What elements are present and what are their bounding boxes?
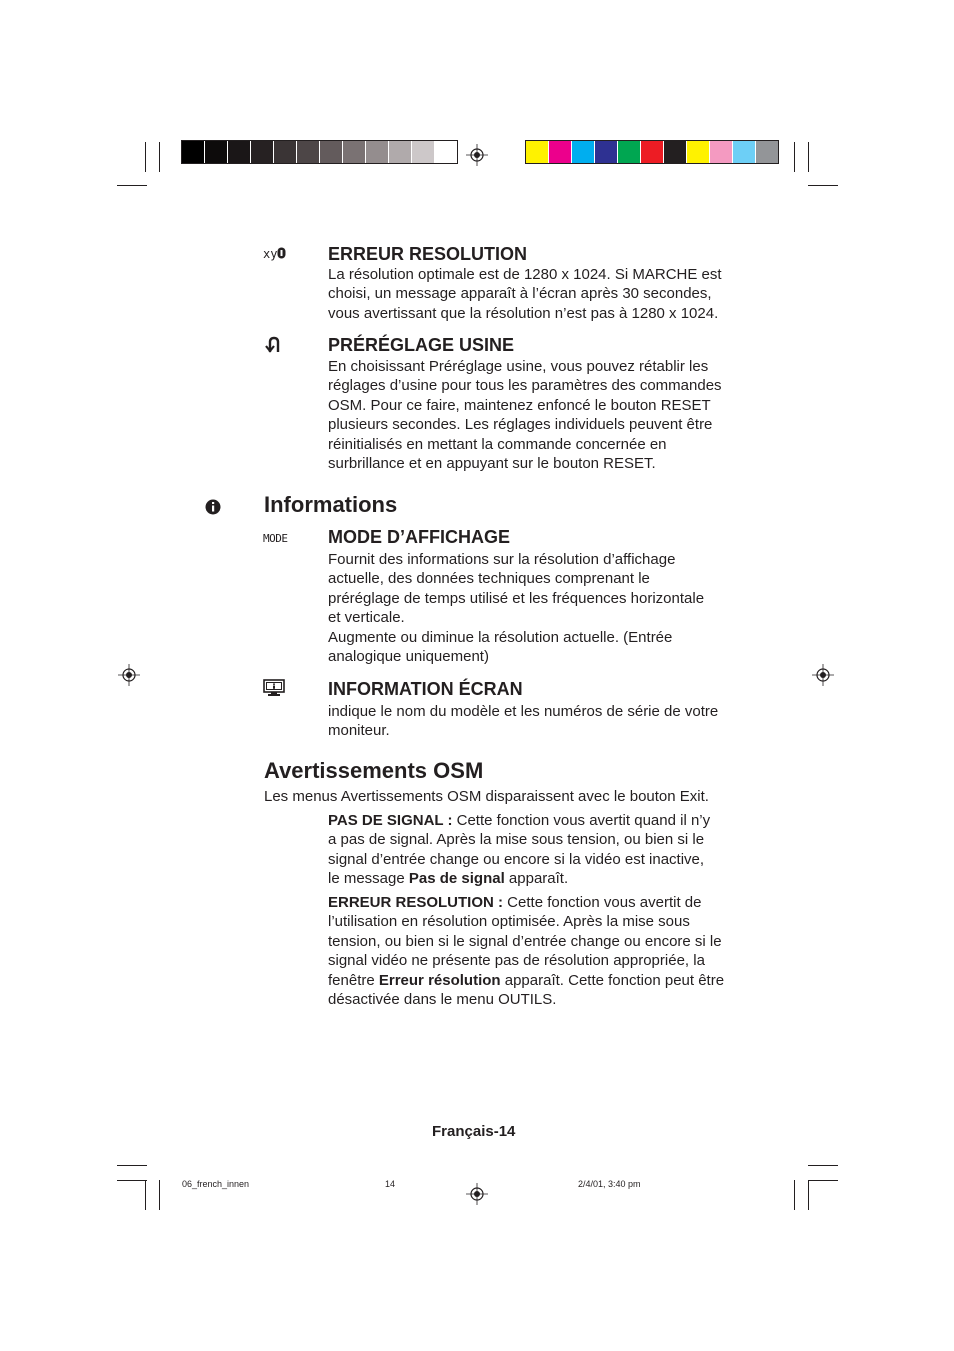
crop-mark bbox=[145, 1180, 146, 1210]
color-swatch bbox=[572, 141, 595, 163]
text-line: surbrillance et en appuyant sur le bouton RESET. bbox=[328, 455, 656, 473]
section-body-erreur-resolution bbox=[328, 265, 753, 323]
color-bar bbox=[525, 140, 779, 164]
text-line: préréglage de temps utilisé et les fréquences horizontale bbox=[328, 589, 705, 607]
color-swatch bbox=[756, 141, 778, 163]
crop-mark bbox=[808, 185, 838, 186]
color-swatch bbox=[618, 141, 641, 163]
slug-page: 14 bbox=[385, 1179, 396, 1189]
crop-mark bbox=[117, 1165, 147, 1166]
color-swatch bbox=[343, 141, 366, 163]
color-swatch bbox=[687, 141, 710, 163]
color-swatch bbox=[366, 141, 389, 163]
registration-mark-icon bbox=[466, 144, 488, 166]
text-line bbox=[328, 971, 753, 990]
grayscale-bar bbox=[181, 140, 458, 164]
pas-de-signal-paragraph bbox=[328, 811, 753, 889]
mode-icon: MODE bbox=[263, 532, 288, 545]
section-body-mode-affichage bbox=[328, 550, 753, 666]
info-icon bbox=[205, 499, 221, 518]
color-swatch bbox=[733, 141, 756, 163]
crop-mark bbox=[808, 1180, 838, 1181]
text-line: La résolution optimale est de 1280 x 1024. Si MARCHE est bbox=[328, 266, 722, 283]
text-line: et verticale. bbox=[328, 609, 405, 627]
text-span: fenêtre bbox=[328, 971, 379, 989]
crop-mark bbox=[117, 185, 147, 186]
text-line: vous avertissant que la résolution n’est pas à 1280 x 1024. bbox=[328, 304, 719, 322]
heading-avertissements-osm: Avertissements OSM bbox=[264, 758, 484, 783]
text-line: réglages d’usine pour tous les paramètres des commandes bbox=[328, 377, 722, 395]
text-line: tension, ou bien si le signal d’entrée change ou encore si le bbox=[328, 932, 722, 950]
color-swatch bbox=[435, 141, 457, 163]
page-number: Français-14 bbox=[432, 1123, 516, 1140]
section-body-information-ecran bbox=[328, 702, 753, 741]
color-swatch bbox=[251, 141, 274, 163]
color-swatch bbox=[549, 141, 572, 163]
text-line bbox=[328, 893, 753, 912]
text-line: moniteur. bbox=[328, 722, 390, 740]
text-line: actuelle, des données techniques comprenant le bbox=[328, 570, 650, 588]
color-swatch bbox=[297, 141, 320, 163]
section-title-information-ecran: INFORMATION ÉCRAN bbox=[328, 679, 523, 699]
color-swatch bbox=[526, 141, 549, 163]
term-label: PAS DE SIGNAL : bbox=[328, 812, 453, 829]
text-span: apparaît. Cette fonction peut être bbox=[500, 971, 725, 989]
slug-date: 2/4/01, 3:40 pm bbox=[578, 1179, 641, 1189]
color-swatch bbox=[182, 141, 205, 163]
section-title-erreur-resolution: ERREUR RESOLUTION bbox=[328, 244, 528, 264]
bold-term: Erreur résolution bbox=[378, 971, 501, 989]
text-span: Cette fonction vous avertit quand il n’y bbox=[452, 812, 711, 829]
crop-mark bbox=[808, 1165, 838, 1166]
text-line: signal d’entrée change ou encore si la vidéo est inactive, bbox=[328, 850, 705, 868]
text-line bbox=[328, 869, 753, 888]
text-line: choisi, un message apparaît à l’écran après 30 secondes, bbox=[328, 285, 712, 303]
crop-mark bbox=[159, 142, 160, 172]
color-swatch bbox=[320, 141, 343, 163]
text-line: a pas de signal. Après la mise sous tension, ou bien si le bbox=[328, 831, 705, 849]
color-swatch bbox=[228, 141, 251, 163]
text-line: l’utilisation en résolution optimisée. Après la mise sous bbox=[328, 913, 690, 931]
text-line: Fournit des informations sur la résolution d’affichage bbox=[328, 551, 676, 568]
bold-term: Pas de signal bbox=[408, 870, 505, 888]
text-line: désactivée dans le menu OUTILS. bbox=[328, 991, 557, 1009]
crop-mark bbox=[808, 142, 809, 172]
section-title-preglage-usine: PRÉRÉGLAGE USINE bbox=[328, 335, 515, 355]
crop-mark bbox=[145, 142, 146, 172]
text-line bbox=[328, 811, 753, 830]
text-line: indique le nom du modèle et les numéros de série de votre bbox=[328, 703, 719, 720]
section-title-mode-affichage: MODE D’AFFICHAGE bbox=[328, 527, 510, 547]
heading-informations: Informations bbox=[264, 492, 398, 517]
color-swatch bbox=[205, 141, 228, 163]
color-swatch bbox=[664, 141, 687, 163]
avertissements-lead: Les menus Avertissements OSM disparaissent avec le bouton Exit. bbox=[264, 788, 709, 805]
text-span: Cette fonction vous avertit de bbox=[503, 894, 702, 911]
erreur-resolution-paragraph bbox=[328, 893, 753, 1009]
crop-mark bbox=[794, 1180, 795, 1210]
text-line: OSM. Pour ce faire, maintenez enfoncé le bouton RESET bbox=[328, 396, 711, 414]
text-line: Augmente ou diminue la résolution actuelle. (Entrée bbox=[328, 628, 673, 646]
color-swatch bbox=[710, 141, 733, 163]
registration-mark-icon bbox=[466, 1183, 488, 1205]
text-line: En choisissant Préréglage usine, vous pouvez rétablir les bbox=[328, 358, 709, 375]
crop-mark bbox=[117, 1180, 147, 1181]
color-swatch bbox=[412, 141, 435, 163]
crop-mark bbox=[794, 142, 795, 172]
term-label: ERREUR RESOLUTION : bbox=[328, 894, 504, 911]
factory-reset-icon bbox=[264, 336, 284, 357]
text-line: analogique uniquement) bbox=[328, 648, 489, 666]
text-line: réinitialisés en mettant la commande concernée en bbox=[328, 435, 667, 453]
text-line: signal vidéo ne présente pas de résolution appropriée, la bbox=[328, 952, 705, 970]
crop-mark bbox=[808, 1180, 809, 1210]
text-span: apparaît. bbox=[504, 870, 569, 888]
crop-mark bbox=[159, 1180, 160, 1210]
text-line: plusieurs secondes. Les réglages individuels peuvent être bbox=[328, 416, 713, 434]
monitor-info-icon bbox=[263, 679, 285, 700]
color-swatch bbox=[595, 141, 618, 163]
registration-mark-icon bbox=[118, 664, 140, 686]
color-swatch bbox=[274, 141, 297, 163]
slug-filename: 06_french_innen bbox=[182, 1179, 250, 1189]
xy-resolution-icon: xy bbox=[263, 247, 286, 261]
text-span: le message bbox=[328, 870, 409, 888]
color-swatch bbox=[641, 141, 664, 163]
registration-mark-icon bbox=[812, 664, 834, 686]
color-swatch bbox=[389, 141, 412, 163]
section-body-preglage-usine bbox=[328, 357, 753, 473]
